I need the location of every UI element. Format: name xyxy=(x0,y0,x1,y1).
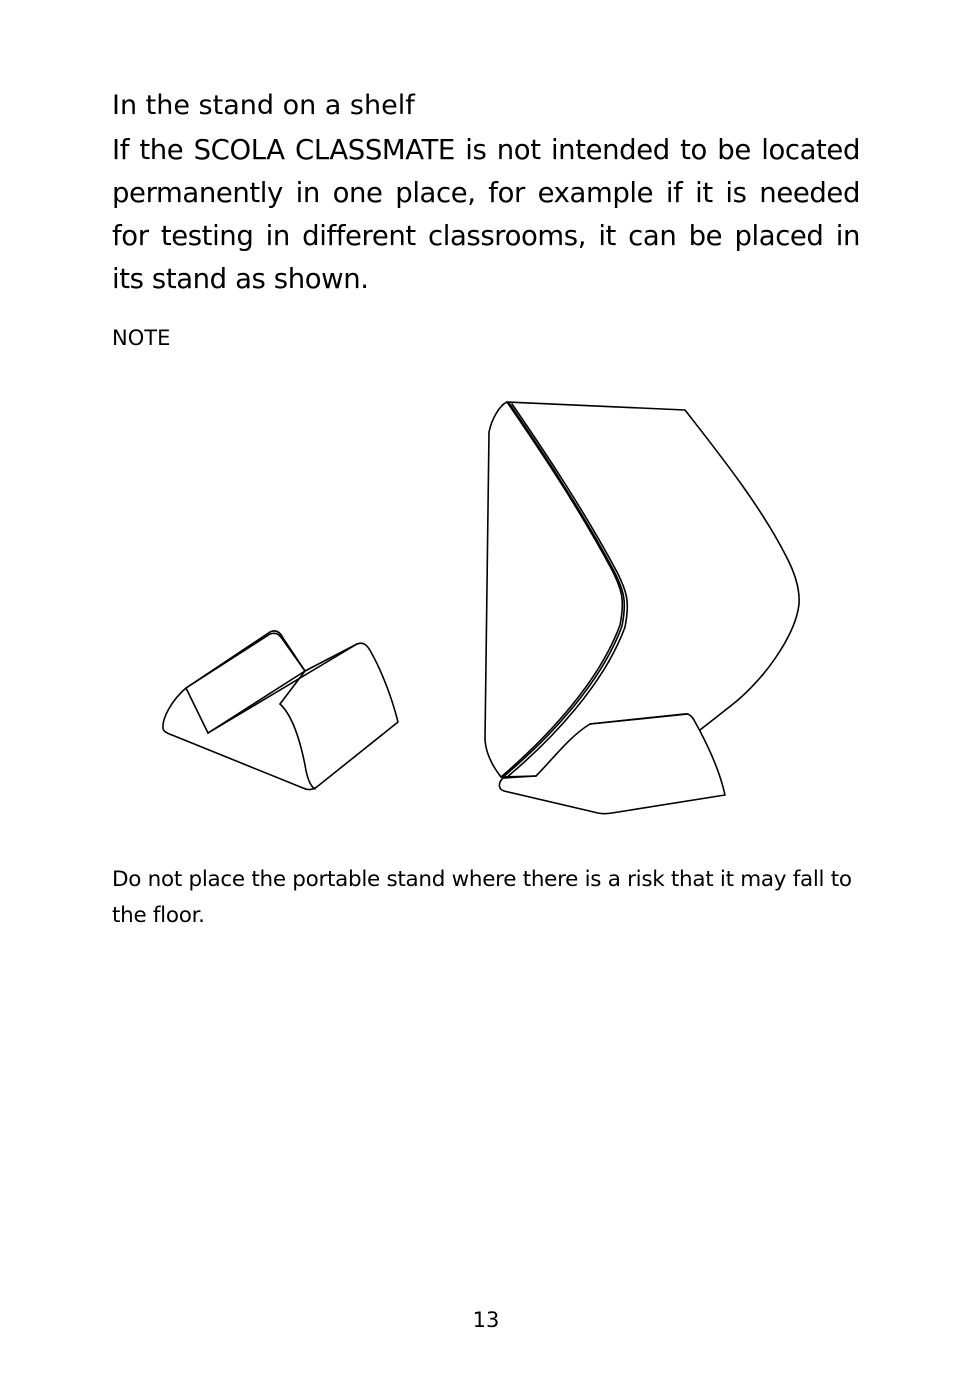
section-body-text: If the SCOLA CLASSMATE is not intended to be located permanently in one place, for example if it is needed for testing in different classrooms, it can be placed in its stand as shown. xyxy=(112,134,860,295)
note-warning-text: Do not place the portable stand where there is a risk that it may fall to the floor. xyxy=(112,867,852,928)
page-number: 13 xyxy=(472,1308,500,1332)
illustration xyxy=(150,390,820,830)
section-heading: In the stand on a shelf xyxy=(112,90,415,121)
speaker-in-stand-drawing-icon xyxy=(485,402,799,814)
stand-drawing-icon xyxy=(163,631,398,790)
note-label: NOTE xyxy=(112,326,171,350)
